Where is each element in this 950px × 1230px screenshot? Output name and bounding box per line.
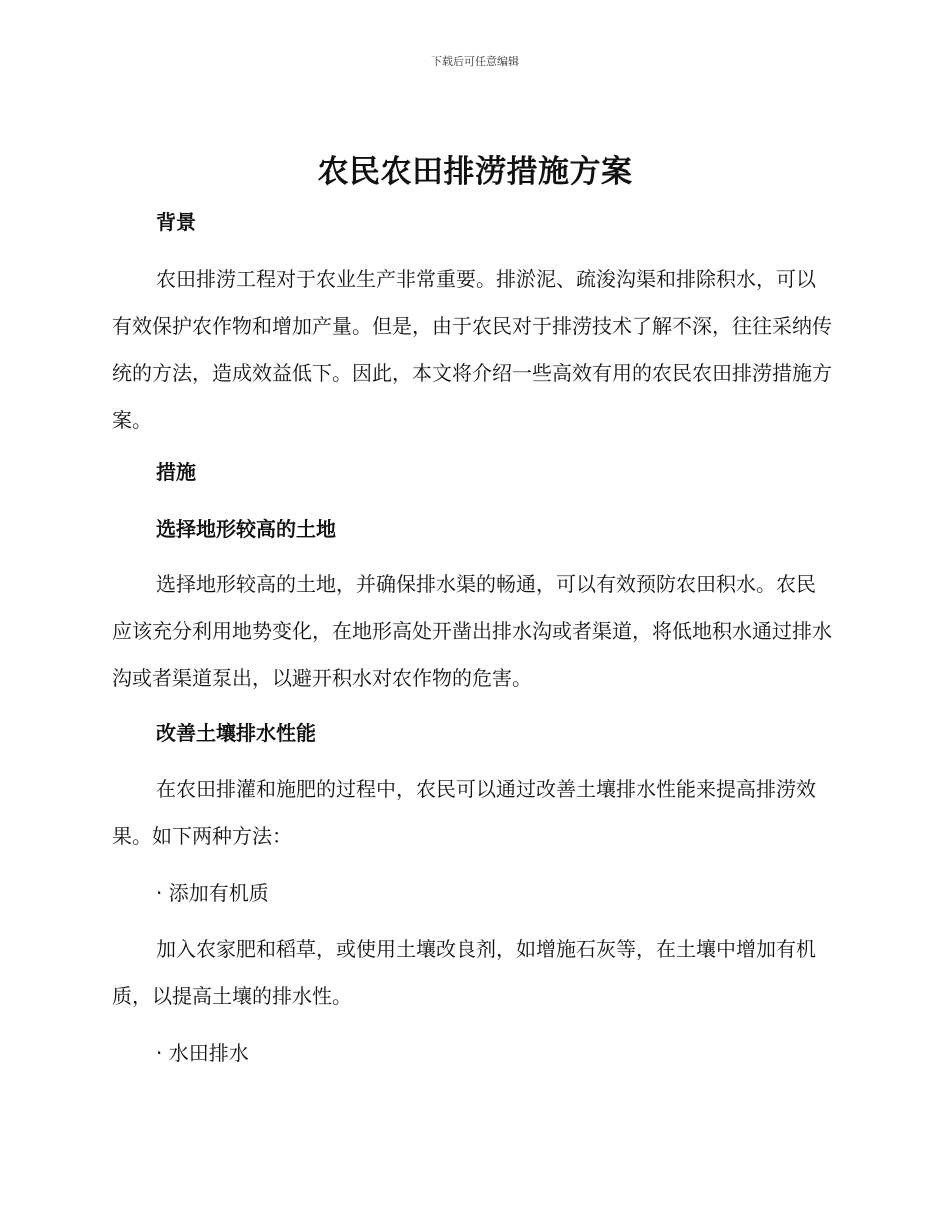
section-heading-background: 背景 (156, 210, 196, 234)
organic-matter-paragraph: 加入农家肥和稻草，或使用土壤改良剂，如增施石灰等，在土壤中增加有机质，以提高土壤的排水性。 (112, 937, 816, 1008)
bullet-organic-matter: · 添加有机质 (156, 881, 269, 905)
soil-drainage-paragraph: 在农田排灌和施肥的过程中，农民可以通过改善土壤排水性能来提高排涝效果。如下两种方法： (112, 777, 816, 848)
header-note: 下载后可任意编辑 (431, 55, 519, 68)
document-title: 农民农田排涝措施方案 (317, 154, 633, 190)
section-heading-measures: 措施 (156, 460, 196, 484)
background-paragraph: 农田排涝工程对于农业生产非常重要。排淤泥、疏浚沟渠和排除积水，可以有效保护农作物和增加产量。但是，由于农民对于排涝技术了解不深，往往采纳传统的方法，造成效益低下。因此，本文将介绍一些高效有用的农民农田排涝措施方案。 (112, 267, 832, 432)
bullet-paddy-drainage: · 水田排水 (156, 1041, 249, 1065)
subheading-soil-drainage: 改善土壤排水性能 (156, 721, 316, 745)
subheading-high-ground: 选择地形较高的土地 (156, 517, 336, 541)
high-ground-paragraph: 选择地形较高的土地，并确保排水渠的畅通，可以有效预防农田积水。农民应该充分利用地势变化，在地形高处开凿出排水沟或者渠道，将低地积水通过排水沟或者渠道泵出，以避开积水对农作物的危害。 (112, 572, 832, 690)
